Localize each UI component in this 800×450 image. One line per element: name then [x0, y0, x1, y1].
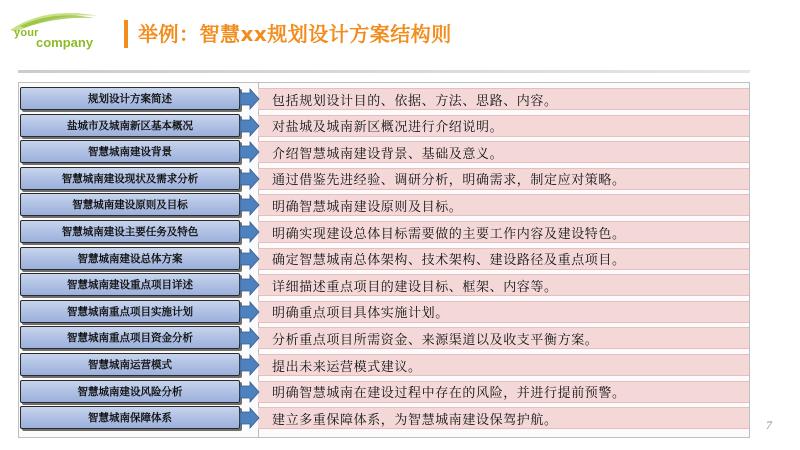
structure-row	[0, 139, 800, 163]
arrow-right-icon	[238, 221, 260, 243]
structure-row	[0, 272, 800, 296]
section-label: 规划设计方案简述	[88, 93, 172, 105]
structure-row	[0, 405, 800, 429]
structure-row	[0, 192, 800, 216]
structure-row	[0, 113, 800, 137]
section-label: 智慧城南建设重点项目详述	[67, 279, 193, 292]
section-label-box	[20, 167, 240, 190]
arrow-right-icon	[238, 248, 260, 270]
section-description: 通过借鉴先进经验、调研分析，明确需求，制定应对策略。	[272, 173, 626, 189]
structure-row	[0, 352, 800, 376]
arrow-right-icon	[238, 194, 260, 216]
section-label: 智慧城南运营模式	[88, 359, 172, 371]
section-description: 建立多重保障体系，为智慧城南建设保驾护航。	[272, 412, 558, 428]
arrow-right-icon	[238, 88, 260, 110]
section-label: 智慧城南重点项目资金分析	[67, 332, 193, 345]
structure-row	[0, 325, 800, 349]
section-label: 智慧城南建设风险分析	[77, 385, 183, 398]
section-description: 确定智慧城南总体架构、技术架构、建设路径及重点项目。	[272, 253, 626, 269]
structure-row	[0, 219, 800, 243]
section-label: 智慧城南建设总体方案	[77, 252, 183, 265]
section-description: 包括规划设计目的、依据、方法、思路、内容。	[272, 93, 558, 109]
title-accent-bar	[124, 20, 128, 48]
page-number: 7	[766, 418, 772, 432]
section-description: 明确实现建设总体目标需要做的主要工作内容及建设特色。	[272, 226, 626, 242]
arrow-right-icon	[238, 274, 260, 296]
section-label-box	[20, 300, 240, 323]
section-label: 智慧城南建设原则及目标	[72, 199, 188, 212]
structure-row	[0, 379, 800, 403]
section-description: 分析重点项目所需资金、来源渠道以及收支平衡方案。	[272, 332, 599, 348]
section-label: 盐城市及城南新区基本概况	[67, 119, 193, 132]
section-label: 智慧城南保障体系	[88, 412, 172, 425]
section-description: 介绍智慧城南建设背景、基础及意义。	[272, 146, 504, 162]
company-logo	[6, 10, 116, 56]
section-description: 明确智慧城南在建设过程中存在的风险，并进行提前预警。	[272, 386, 626, 402]
structure-row	[0, 246, 800, 270]
section-label-box	[20, 87, 240, 110]
arrow-right-icon	[238, 301, 260, 323]
section-label-box	[20, 220, 240, 243]
structure-row	[0, 86, 800, 110]
section-label: 智慧城南重点项目实施计划	[67, 305, 193, 318]
logo-text-line1: your	[14, 27, 39, 39]
arrow-right-icon	[238, 354, 260, 376]
structure-row	[0, 299, 800, 323]
arrow-right-icon	[238, 115, 260, 137]
section-description: 明确重点项目具体实施计划。	[272, 306, 449, 322]
page-title: 举例：智慧xx规划设计方案结构则	[138, 22, 452, 46]
structure-row	[0, 166, 800, 190]
arrow-right-icon	[238, 381, 260, 403]
arrow-right-icon	[238, 407, 260, 429]
section-description: 对盐城及城南新区概况进行介绍说明。	[272, 120, 504, 136]
header-divider	[18, 70, 750, 73]
section-label-box	[20, 193, 240, 216]
section-label-box	[20, 273, 240, 296]
section-label-box	[20, 114, 240, 137]
section-label: 智慧城南建设背景	[88, 146, 172, 159]
arrow-right-icon	[238, 141, 260, 163]
section-label-box	[20, 326, 240, 349]
section-description: 明确智慧城南建设原则及目标。	[272, 199, 463, 215]
section-label-box	[20, 380, 240, 403]
section-description: 提出未来运营模式建议。	[272, 359, 422, 375]
section-label-box	[20, 353, 240, 376]
section-label: 智慧城南建设主要任务及特色	[61, 226, 199, 238]
section-label-box	[20, 406, 240, 429]
section-label-box	[20, 140, 240, 163]
arrow-right-icon	[238, 168, 260, 190]
section-label-box	[20, 247, 240, 270]
section-label: 智慧城南建设现状及需求分析	[61, 172, 199, 185]
logo-text-line2: company	[36, 35, 94, 50]
section-description: 详细描述重点项目的建设目标、框架、内容等。	[272, 279, 558, 295]
arrow-right-icon	[238, 327, 260, 349]
